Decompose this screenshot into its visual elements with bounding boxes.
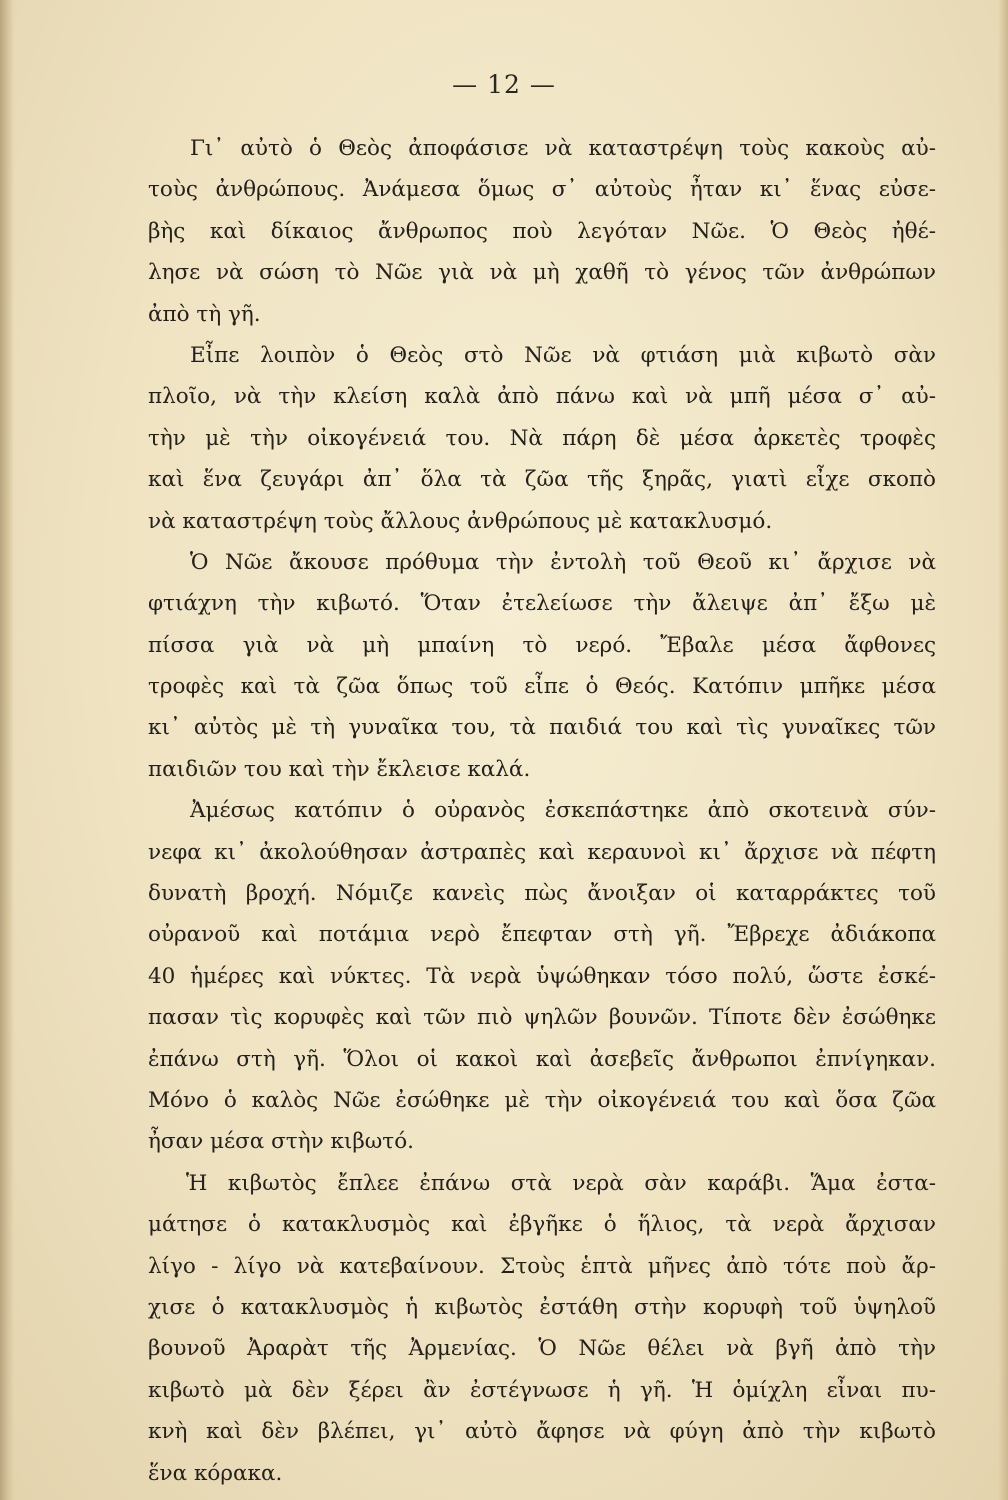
- text-line: δυνατὴ βροχή. Νόμιζε κανεὶς πὼς ἄνοιξαν οἱ καταρράκτες τοῦ: [148, 881, 936, 907]
- page-right-edge: [998, 0, 1008, 1500]
- text-line: Ἡ κιβωτὸς ἔπλεε ἐπάνω στὰ νερὰ σὰν καράβι. Ἅμα ἐστα-: [186, 1170, 936, 1196]
- text-line: κι᾽ αὐτὸς μὲ τὴ γυναῖκα του, τὰ παιδιά του καὶ τὶς γυναῖκες τῶν: [148, 715, 936, 741]
- paragraph-3: [148, 542, 936, 790]
- text-line: πασαν τὶς κορυφὲς καὶ τῶν πιὸ ψηλῶν βουνῶν. Τίποτε δὲν ἐσώθηκε: [148, 1005, 936, 1031]
- page-left-edge: [0, 0, 14, 1500]
- paragraph-1: [148, 128, 936, 335]
- page-number: — 12 —: [452, 70, 556, 99]
- text-line: ἕνα κόρακα.: [148, 1460, 283, 1486]
- text-line: παιδιῶν του καὶ τὴν ἔκλεισε καλά.: [148, 756, 531, 782]
- text-line: τροφὲς καὶ τὰ ζῶα ὅπως τοῦ εἶπε ὁ Θεός. Κατόπιν μπῆκε μέσα: [148, 674, 936, 700]
- text-line: 40 ἡμέρες καὶ νύκτες. Τὰ νερὰ ὑψώθηκαν τόσο πολύ, ὥστε ἐσκέ-: [148, 963, 936, 989]
- text-line: Εἶπε λοιπὸν ὁ Θεὸς στὸ Νῶε νὰ φτιάση μιὰ κιβωτὸ σὰν: [190, 342, 936, 368]
- text-line: μάτησε ὁ κατακλυσμὸς καὶ ἐβγῆκε ὁ ἥλιος, τὰ νερὰ ἄρχισαν: [148, 1212, 936, 1238]
- text-line: οὐρανοῦ καὶ ποτάμια νερὸ ἔπεφταν στὴ γῆ. Ἔβρεχε ἀδιάκοπα: [148, 922, 936, 948]
- text-line: τοὺς ἀνθρώπους. Ἀνάμεσα ὅμως σ᾽ αὐτοὺς ἦταν κι᾽ ἕνας εὐσε-: [148, 177, 936, 203]
- text-line: βουνοῦ Ἀραρὰτ τῆς Ἀρμενίας. Ὁ Νῶε θέλει νὰ βγῆ ἀπὸ τὴν: [148, 1336, 936, 1362]
- text-line: ἀπὸ τὴ γῆ.: [148, 301, 261, 327]
- text-line: Ἀμέσως κατόπιν ὁ οὐρανὸς ἐσκεπάστηκε ἀπὸ σκοτεινὰ σύν-: [190, 798, 936, 824]
- text-line: καὶ ἕνα ζευγάρι ἀπ᾽ ὅλα τὰ ζῶα τῆς ξηρᾶς, γιατὶ εἶχε σκοπὸ: [148, 467, 936, 493]
- text-line: Μόνο ὁ καλὸς Νῶε ἐσώθηκε μὲ τὴν οἰκογένειά του καὶ ὅσα ζῶα: [148, 1087, 936, 1113]
- text-line: πλοῖο, νὰ τὴν κλείση καλὰ ἀπὸ πάνω καὶ νὰ μπῆ μέσα σ᾽ αὐ-: [148, 384, 936, 410]
- text-line: χισε ὁ κατακλυσμὸς ἡ κιβωτὸς ἐστάθη στὴν κορυφὴ τοῦ ὑψηλοῦ: [148, 1294, 936, 1320]
- text-line: κιβωτὸ μὰ δὲν ξέρει ἂν ἐστέγνωσε ἡ γῆ. Ἡ ὁμίχλη εἶναι πυ-: [148, 1377, 936, 1403]
- text-line: κνὴ καὶ δὲν βλέπει, γι᾽ αὐτὸ ἄφησε νὰ φύγη ἀπὸ τὴν κιβωτὸ: [148, 1419, 936, 1445]
- text-line: λησε νὰ σώση τὸ Νῶε γιὰ νὰ μὴ χαθῆ τὸ γένος τῶν ἀνθρώπων: [148, 260, 936, 286]
- paragraph-2: [148, 335, 936, 542]
- paragraph-5: [148, 1163, 936, 1494]
- body-text: [148, 128, 936, 1494]
- text-line: Γι᾽ αὐτὸ ὁ Θεὸς ἀποφάσισε νὰ καταστρέψη τοὺς κακοὺς αὐ-: [190, 136, 936, 161]
- text-line: τὴν μὲ τὴν οἰκογένειά του. Νὰ πάρη δὲ μέσα ἀρκετὲς τροφὲς: [148, 425, 936, 451]
- text-line: βὴς καὶ δίκαιος ἄνθρωπος ποὺ λεγόταν Νῶε. Ὁ Θεὸς ἠθέ-: [148, 218, 936, 244]
- text-line: φτιάχνη τὴν κιβωτό. Ὅταν ἐτελείωσε τὴν ἄλειψε ἀπ᾽ ἔξω μὲ: [148, 591, 936, 617]
- text-line: ἦσαν μέσα στὴν κιβωτό.: [148, 1129, 414, 1155]
- text-line: νὰ καταστρέψη τοὺς ἄλλους ἀνθρώπους μὲ κατακλυσμό.: [148, 508, 773, 534]
- text-line: πίσσα γιὰ νὰ μὴ μπαίνη τὸ νερό. Ἔβαλε μέσα ἄφθονες: [148, 632, 936, 658]
- text-line: νεφα κι᾽ ἀκολούθησαν ἀστραπὲς καὶ κεραυνοὶ κι᾽ ἄρχισε νὰ πέφτη: [148, 839, 936, 865]
- paragraph-4: [148, 790, 936, 1163]
- text-line: Ὁ Νῶε ἄκουσε πρόθυμα τὴν ἐντολὴ τοῦ Θεοῦ κι᾽ ἄρχισε νὰ: [190, 549, 936, 575]
- text-line: ἐπάνω στὴ γῆ. Ὅλοι οἱ κακοὶ καὶ ἀσεβεῖς ἄνθρωποι ἐπνίγηκαν.: [148, 1046, 936, 1072]
- text-line: λίγο - λίγο νὰ κατεβαίνουν. Στοὺς ἑπτὰ μῆνες ἀπὸ τότε ποὺ ἄρ-: [148, 1253, 936, 1279]
